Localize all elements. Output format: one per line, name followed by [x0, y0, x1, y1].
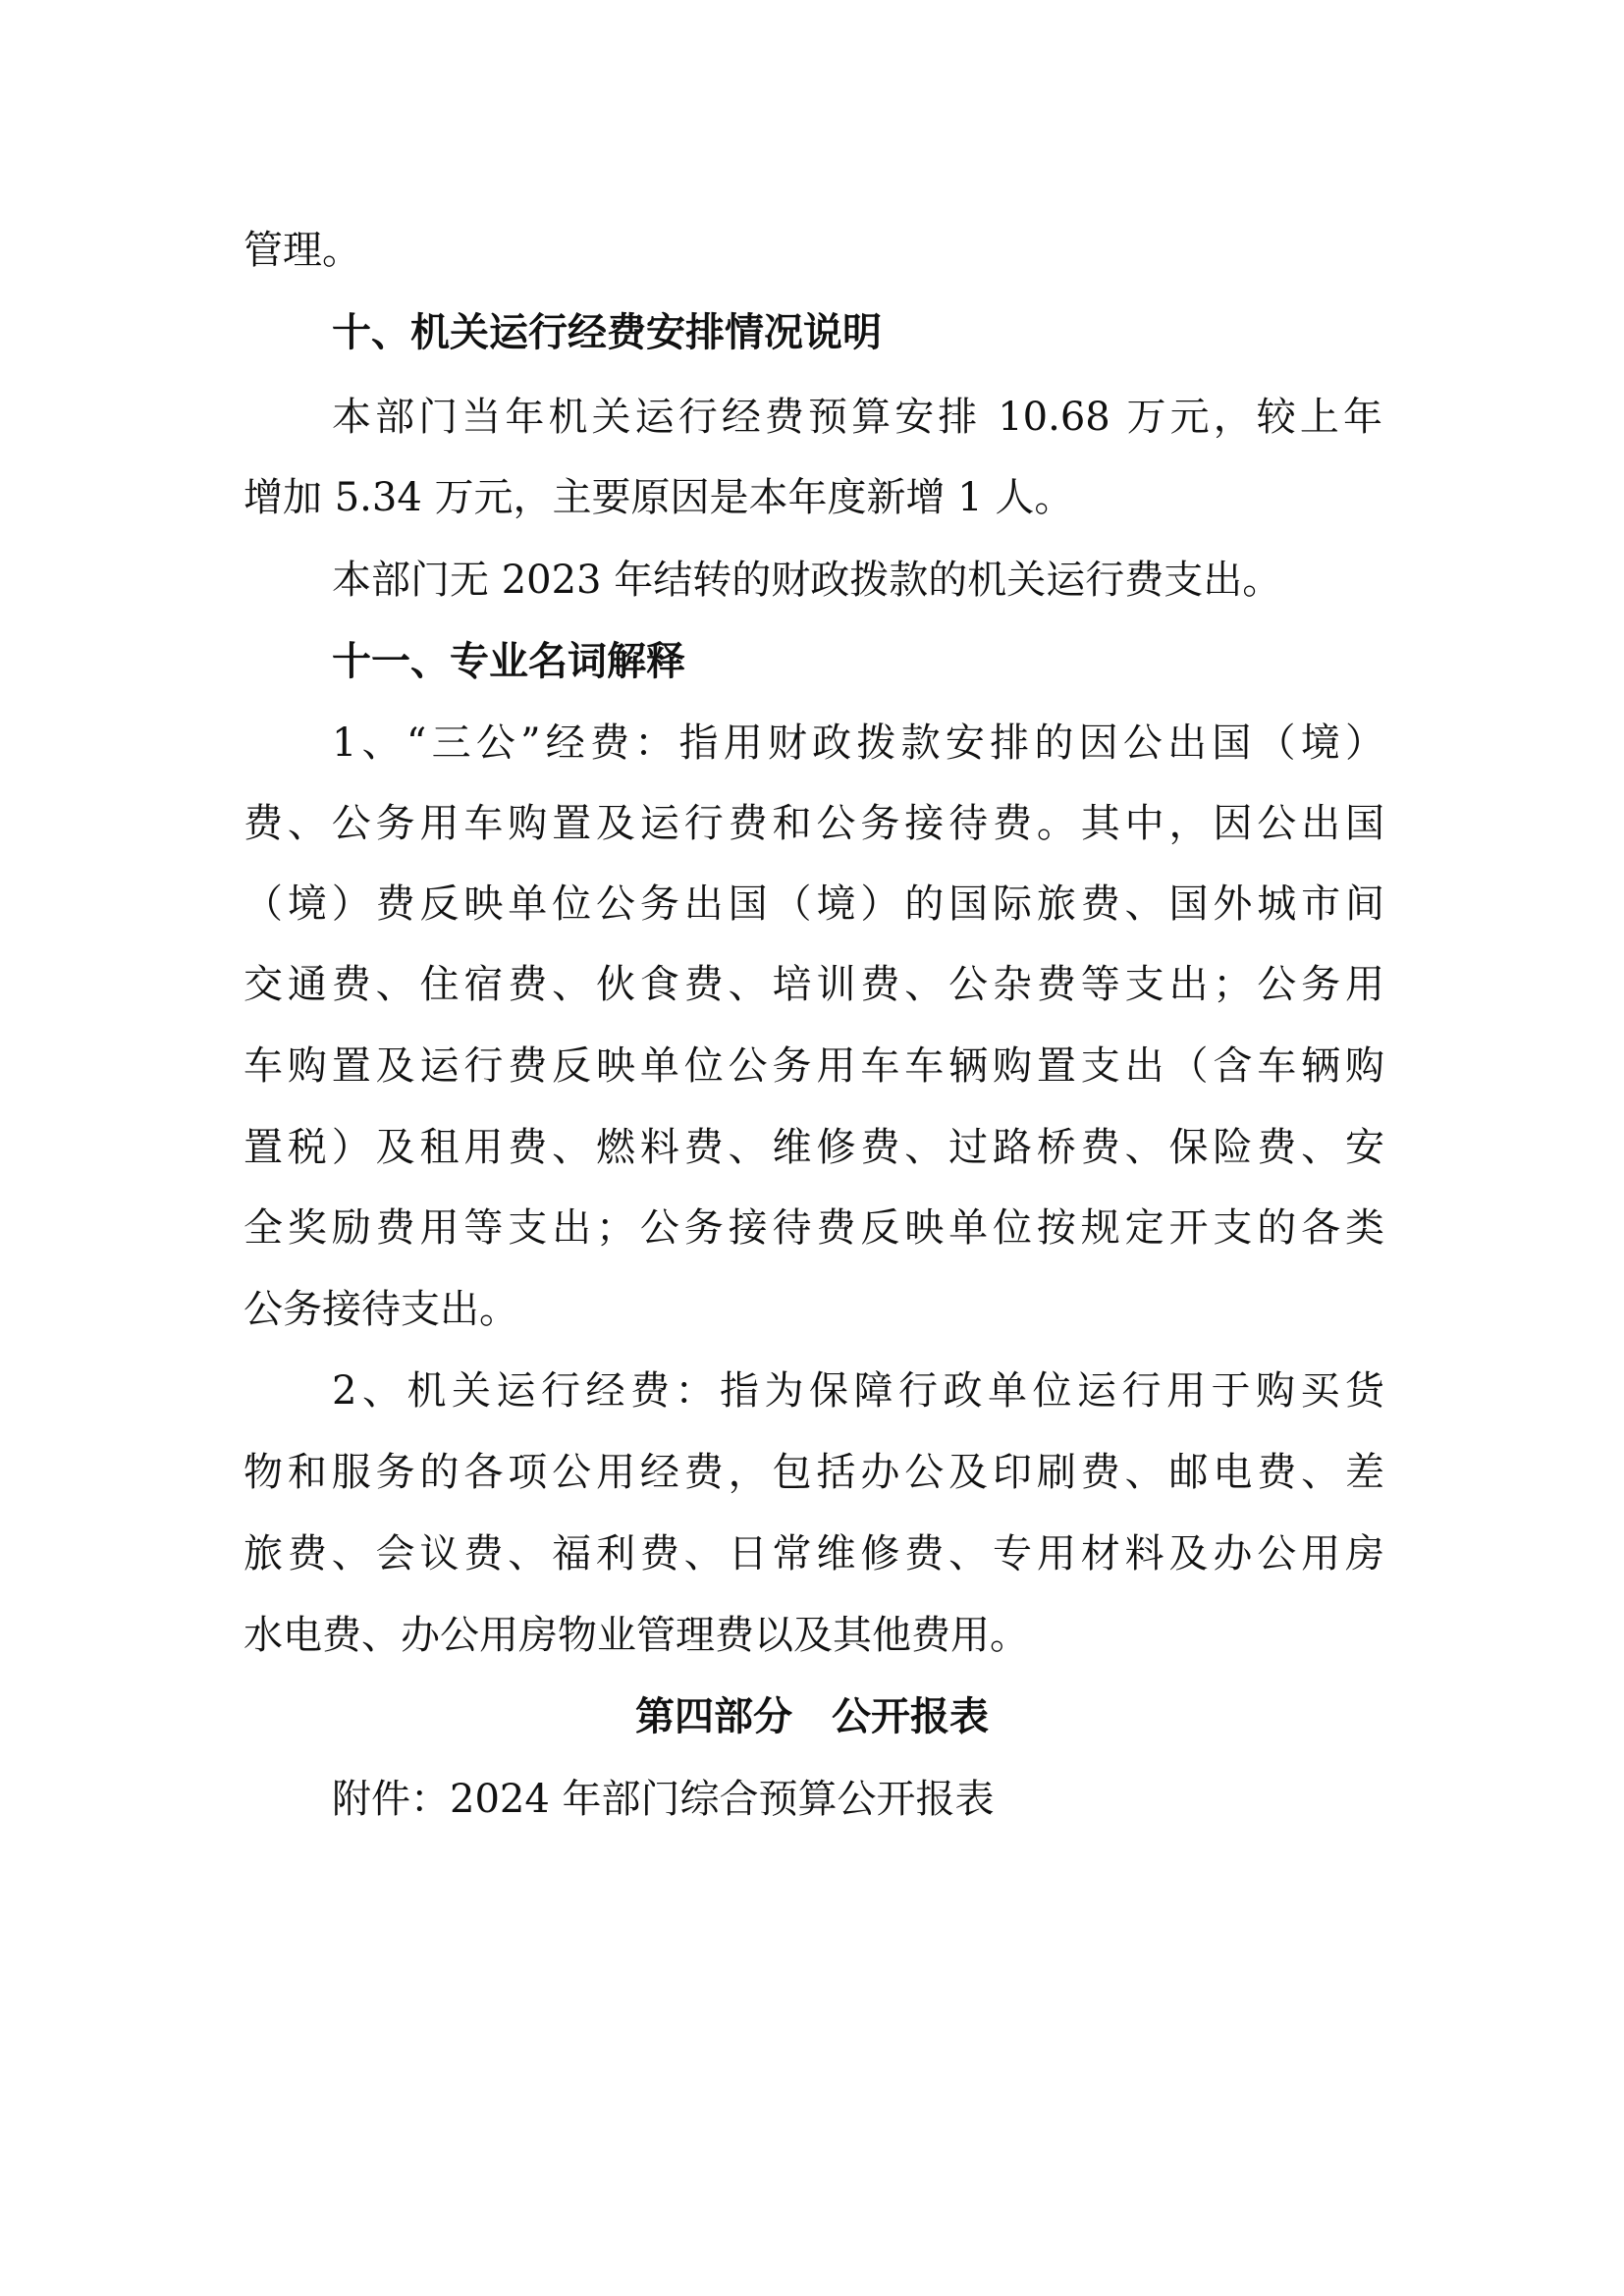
item1-line: 全奖励费用等支出；公务接待费反映单位按规定开支的各类 [244, 1205, 1384, 1251]
item1-line: 车购置及运行费反映单位公务用车车辆购置支出（含车辆购 [244, 1043, 1384, 1089]
item1-line: 置税）及租用费、燃料费、维修费、过路桥费、保险费、安 [244, 1125, 1384, 1170]
section-10-para1-line1: 本部门当年机关运行经费预算安排 10.68 万元，较上年 [332, 395, 1382, 440]
item1-line: 费、公务用车购置及运行费和公务接待费。其中，因公出国 [244, 801, 1384, 846]
item2-line: 旅费、会议费、福利费、日常维修费、专用材料及办公用房 [244, 1531, 1384, 1576]
item2-line: 物和服务的各项公用经费，包括办公及印刷费、邮电费、差 [244, 1450, 1384, 1495]
item1-line: 公务接待支出。 [244, 1287, 518, 1332]
item2-line: 2、机关运行经费：指为保障行政单位运行用于购买货 [332, 1368, 1384, 1414]
item1-line: （境）费反映单位公务出国（境）的国际旅费、国外城市间 [244, 881, 1384, 927]
section-10-para1-line2: 增加 5.34 万元，主要原因是本年度新增 1 人。 [244, 475, 1074, 520]
section-11-heading: 十一、专业名词解释 [332, 638, 685, 684]
item2-line: 水电费、办公用房物业管理费以及其他费用。 [244, 1613, 1029, 1658]
item1-line: 交通费、住宿费、伙食费、培训费、公杂费等支出；公务用 [244, 962, 1384, 1007]
top-fragment: 管理。 [244, 228, 361, 273]
section-10-para2: 本部门无 2023 年结转的财政拨款的机关运行费支出。 [332, 558, 1282, 603]
item1-line: 1、“三公”经费：指用财政拨款安排的因公出国（境） [332, 721, 1384, 766]
section-10-heading: 十、机关运行经费安排情况说明 [332, 309, 882, 355]
attachment-line: 附件：2024 年部门综合预算公开报表 [332, 1777, 995, 1822]
part-4-heading: 第四部分 公开报表 [635, 1693, 989, 1739]
